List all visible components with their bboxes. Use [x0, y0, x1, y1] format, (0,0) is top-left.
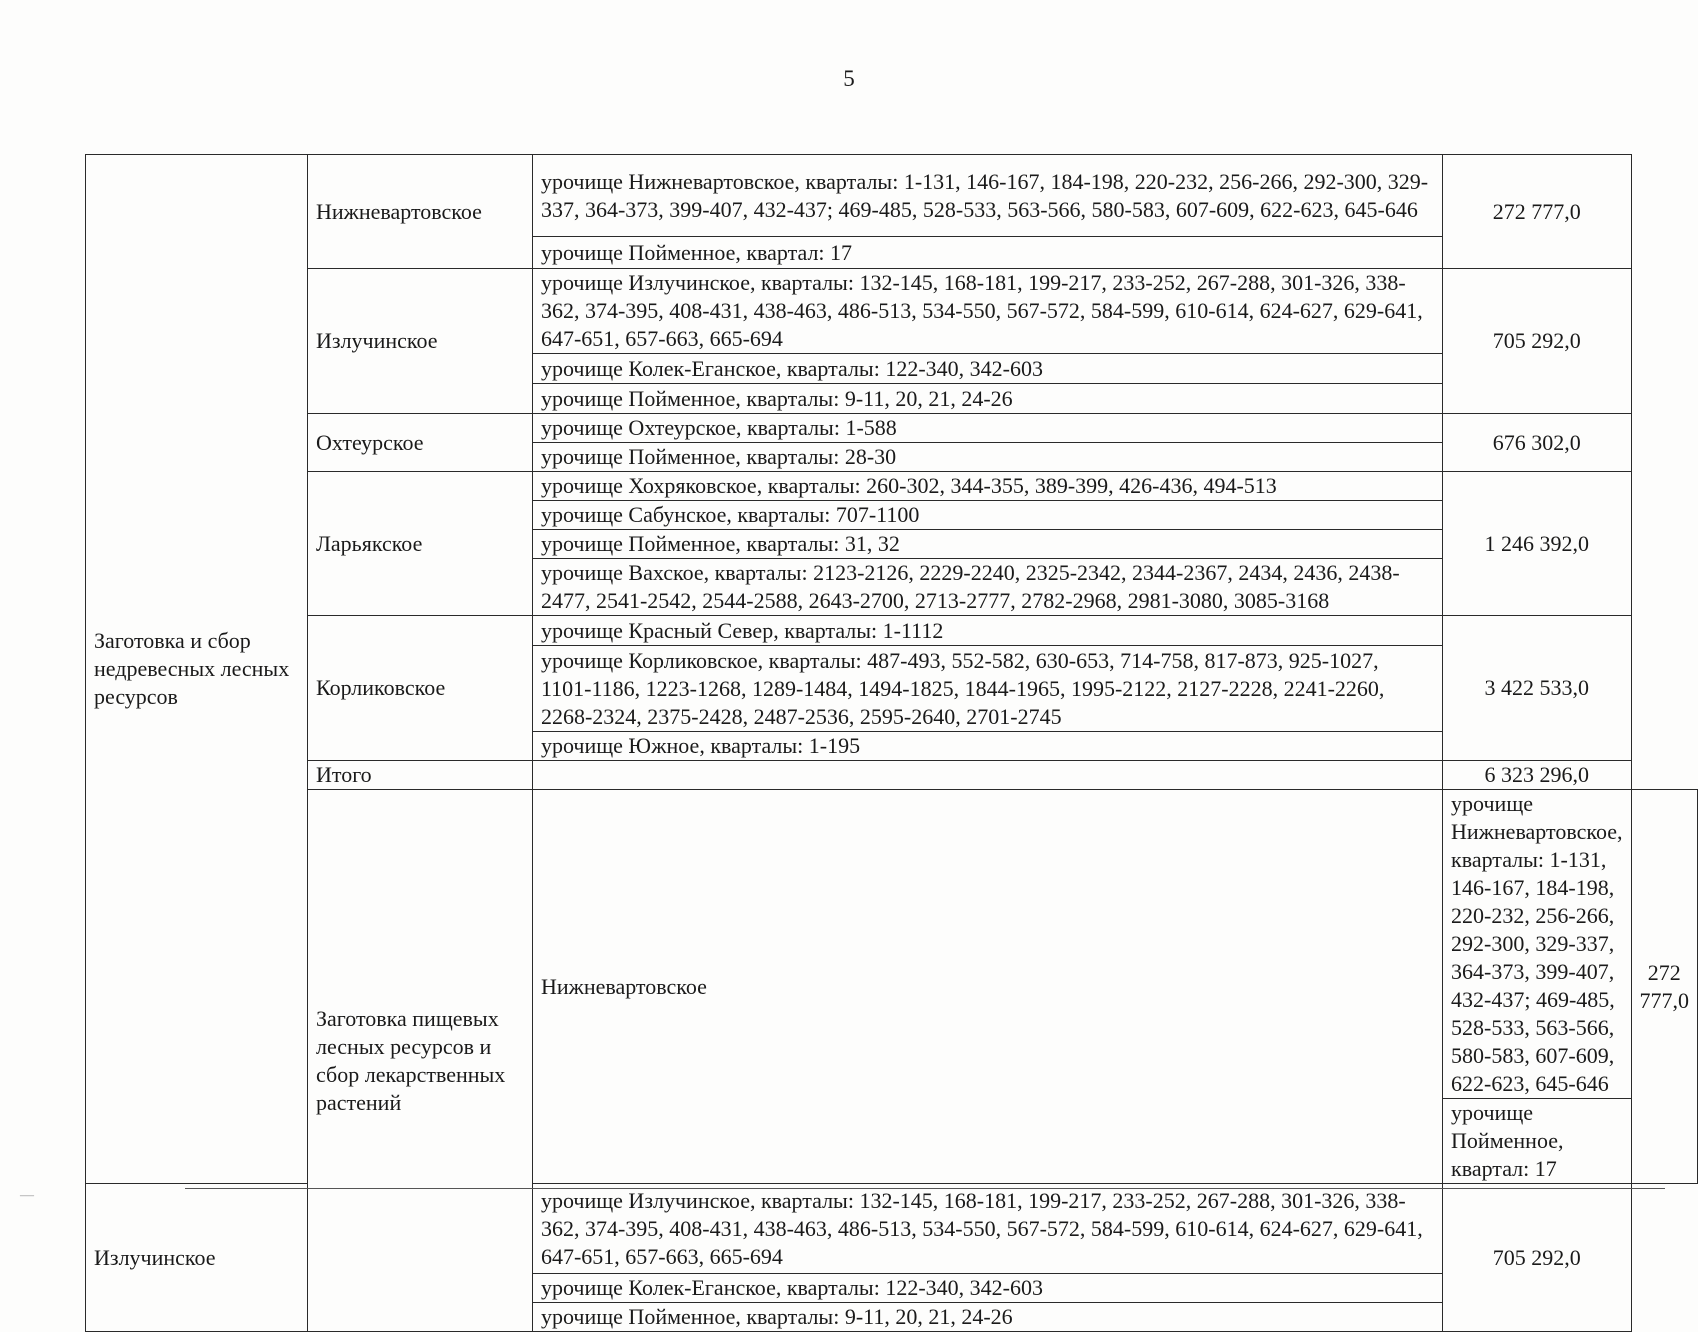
table-row — [86, 414, 1698, 443]
tract-cell: урочище Южное, кварталы: 1-195 — [532, 732, 1442, 761]
tract-cell: урочище Нижневартовское, кварталы: 1-131, 146-167, 184-198, 220-232, 256-266, 292-300, 329-337, 364-373, 399-407, 432-437; 469-485, 528-533, 563-566, 580-583, 607-609, 622-623, 645-646 — [1443, 790, 1631, 1099]
grand-total-cell: 6 323 296,0 — [1443, 761, 1631, 790]
tract-cell: урочище Пойменное, кварталы: 28-30 — [532, 443, 1442, 472]
tract-cell: урочище Колек-Еганское, кварталы: 122-340, 342-603 — [532, 1274, 1442, 1303]
table-row — [86, 472, 1698, 501]
tract-cell: урочище Хохряковское, кварталы: 260-302, 344-355, 389-399, 426-436, 494-513 — [532, 472, 1442, 501]
area-total-cell: 272 777,0 — [1631, 790, 1698, 1184]
tract-cell: урочище Пойменное, кварталы: 9-11, 20, 21, 24-26 — [532, 384, 1442, 414]
area-total-cell: 272 777,0 — [1443, 155, 1631, 269]
tract-cell: урочище Охтеурское, кварталы: 1-588 — [532, 414, 1442, 443]
forestry-cell: Корликовское — [307, 616, 532, 761]
tract-cell-empty — [532, 761, 1442, 790]
tract-cell: урочище Колек-Еганское, кварталы: 122-340, 342-603 — [532, 354, 1442, 384]
tract-cell: урочище Излучинское, кварталы: 132-145, 168-181, 199-217, 233-252, 267-288, 301-326, 338-362, 374-395, 408-431, 438-463, 486-513, 534-550, 567-572, 584-599, 610-614, 624-627, 629-641, 647-651, 657-663, 665-694 — [532, 269, 1442, 354]
activity-cell: Заготовка и сбор недревесных лесных ресурсов — [86, 155, 308, 1184]
forestry-cell: Нижневартовское — [307, 155, 532, 269]
tract-cell: урочище Красный Север, кварталы: 1-1112 — [532, 616, 1442, 646]
forestry-cell: Излучинское — [86, 1184, 308, 1332]
forestry-cell: Нижневартовское — [532, 790, 1442, 1184]
table-row — [86, 790, 1698, 1099]
table-row — [86, 616, 1698, 646]
page-number: 5 — [843, 66, 855, 91]
area-total-cell: 705 292,0 — [1443, 1184, 1631, 1332]
forestry-cell: Охтеурское — [307, 414, 532, 472]
tract-cell: урочище Вахское, кварталы: 2123-2126, 2229-2240, 2325-2342, 2344-2367, 2434, 2436, 2438-2477, 2541-2542, 2544-2588, 2643-2700, 2713-2777, 2782-2968, 2981-3080, 3085-3168 — [532, 559, 1442, 616]
table-row — [86, 269, 1698, 354]
forestry-cell: Ларьякское — [307, 472, 532, 616]
tract-cell: урочище Сабунское, кварталы: 707-1100 — [532, 501, 1442, 530]
area-total-cell: 1 246 392,0 — [1443, 472, 1631, 616]
forest-resources-table — [85, 154, 1698, 1332]
total-label-cell: Итого — [307, 761, 532, 790]
bottom-rule — [185, 1188, 1665, 1189]
area-total-cell: 3 422 533,0 — [1443, 616, 1631, 761]
tract-cell: урочище Нижневартовское, кварталы: 1-131, 146-167, 184-198, 220-232, 256-266, 292-300, 329-337, 364-373, 399-407, 432-437; 469-485, 528-533, 563-566, 580-583, 607-609, 622-623, 645-646 — [532, 155, 1442, 237]
table-row — [86, 155, 1698, 237]
scan-artifact: — — [20, 1188, 34, 1203]
area-total-cell: 676 302,0 — [1443, 414, 1631, 472]
tract-cell: урочище Корликовское, кварталы: 487-493, 552-582, 630-653, 714-758, 817-873, 925-1027, 1101-1186, 1223-1268, 1289-1484, 1494-1825, 1844-1965, 1995-2122, 2127-2228, 2241-2260, 2268-2324, 2375-2428, 2487-2536, 2595-2640, 2701-2745 — [532, 646, 1442, 732]
tract-cell: урочище Пойменное, кварталы: 31, 32 — [532, 530, 1442, 559]
tract-cell: урочище Пойменное, квартал: 17 — [532, 237, 1442, 269]
area-total-cell: 705 292,0 — [1443, 269, 1631, 414]
activity-cell: Заготовка пищевых лесных ресурсов и сбор лекарственных растений — [307, 790, 532, 1332]
tract-cell: урочище Пойменное, кварталы: 9-11, 20, 21, 24-26 — [532, 1303, 1442, 1332]
table-row — [86, 761, 1698, 790]
tract-cell: урочище Пойменное, квартал: 17 — [1443, 1099, 1631, 1184]
forestry-cell: Излучинское — [307, 269, 532, 414]
tract-cell: урочище Излучинское, кварталы: 132-145, 168-181, 199-217, 233-252, 267-288, 301-326, 338-362, 374-395, 408-431, 438-463, 486-513, 534-550, 567-572, 584-599, 610-614, 624-627, 629-641, 647-651, 657-663, 665-694 — [532, 1184, 1442, 1274]
